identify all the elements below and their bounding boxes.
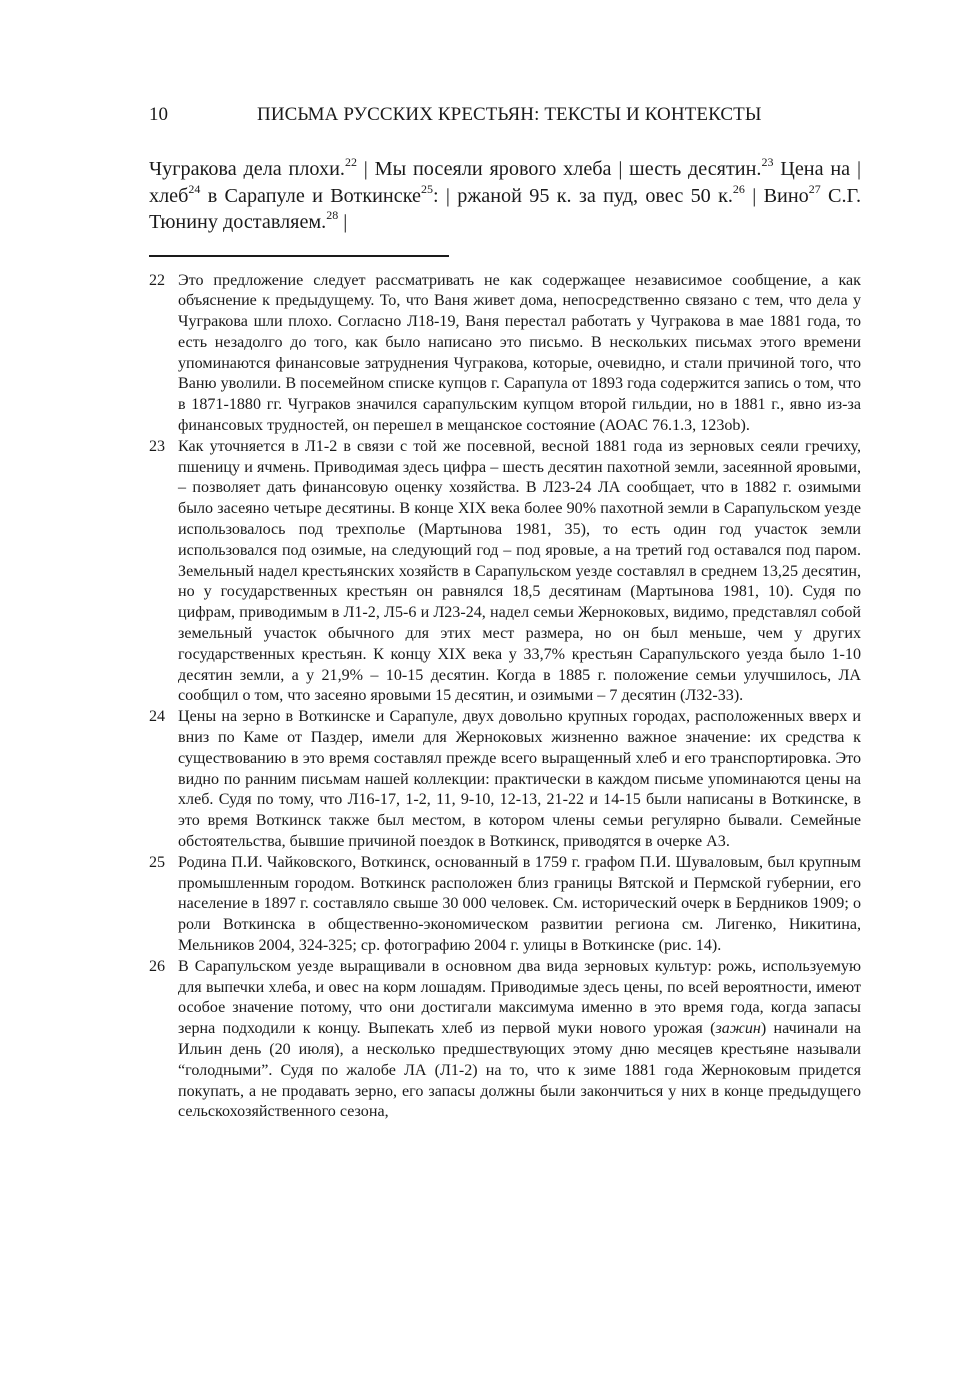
footnote-ref-24[interactable]: 24 <box>188 181 201 196</box>
footnote-separator <box>149 255 449 257</box>
footnote-text: Как уточняется в Л1-2 в связи с той же посевной, весной 1881 года из зерновых сеяли гречиху, пшеницу и ячмень. Приводимая здесь цифра – шесть десятин пахотной земли, засеянной яровыми, – позволяет дать финансовую оценку хозяйства. В Л23-24 ЛА сообщает, что в 1882 г. озимыми было засеяно четыре десятины. В конце XIX века более 90% пахотной земли в Сарапульском уезде использовалось под трехполье (Мартынова 1981, 35), то есть один год участок земли использовался под озимые, на следующий год – под яровые, а на третий год оставался под паром. Земельный надел крестьянских хозяйств в Сарапульском уезде составлял в среднем 13,25 десятин, но у государственных крестьян он равнялся 18,5 десятинам (Мартынова 1981, 10). Судя по цифрам, приводимым в Л1-2, Л5-6 и Л23-24, надел семьи Жерноковых, видимо, представлял собой земельный участок обычного для этих мест размера, но он был меньше, чем у других государственных крестьян. К концу XIX века у 33,7% крестьян Сарапульского уезда было 1-10 десятин земли, а у 21,9% – 10-15 десятин. Когда в 1885 г. положение семьи улучшилось, ЛА сообщил о том, что засеяно яровыми 15 десятин, и озимыми – 7 десятин (Л32-33). <box>178 437 861 705</box>
text-run: Цена на | хлеб <box>149 158 862 207</box>
footnote-24 <box>149 707 861 853</box>
running-head <box>149 103 861 127</box>
footnote-ref-22[interactable]: 22 <box>344 155 357 170</box>
text-run: В Сарапульском уезде выращивали в основном два вида зерновых культур: рожь, используемую для выпечки хлеба, и овес на корм лошадям. Приводимые здесь цены, по всей вероятности, имеют особое значение потому, что они достигали максимума именно в это время года, когда запасы зерна подходили к концу. Выпекать хлеб из первой муки нового урожая ( <box>178 957 861 1038</box>
footnote-ref-25[interactable]: 25 <box>420 181 433 196</box>
footnote-26 <box>149 957 861 1123</box>
text-run: | Вино <box>744 184 809 207</box>
footnote-ref-23[interactable]: 23 <box>761 155 774 170</box>
footnote-text <box>178 957 861 1123</box>
footnote-number: 26 <box>149 957 166 975</box>
text-run: в Сарапуле и Воткинске <box>200 184 421 207</box>
footnote-25 <box>149 853 861 957</box>
footnote-22 <box>149 271 861 437</box>
text-run: С.Г. Тюнину доставляем. <box>149 184 861 233</box>
footnote-text: Цены на зерно в Воткинске и Сарапуле, двух довольно крупных городах, расположенных вверх и вниз по Каме от Паздер, имели для Жерноковых жизненно важное значение: их средства к существованию в это время составлял прежде всего выращенный хлеб и его транспортировка. Это видно по ранним письмам нашей коллекции: практически в каждом письме упоминаются цены на хлеб. Судя по тому, что Л16-17, 1-2, 11, 9-10, 12-13, 21-22 и 14-15 были написаны в Воткинске, в это время Воткинск также был местом, в котором члены семьи регулярно бывали. Семейные обстоятельства, бывшие причиной поездок в Воткинск, приводятся в очерке А3. <box>178 708 861 851</box>
footnote-23 <box>149 437 861 707</box>
footnote-ref-28[interactable]: 28 <box>326 208 339 223</box>
main-text <box>149 156 861 236</box>
footnotes <box>149 271 861 1124</box>
footnote-text: Родина П.И. Чайковского, Воткинск, основанный в 1759 г. графом П.И. Шуваловым, был крупным промышленным городом. Воткинск расположен близ границы Вятской и Пермской губернии, его население в 1897 г. составляло свыше 30 000 человек. См. исторический очерк в Бердников 1909; о роли Воткинска в общественно-экономическом развитии региона см. Лигенко, Никитина, Мельников 2004, 324-325; ср. фотографию 2004 г. улицы в Воткинске (рис. 14). <box>178 853 861 954</box>
footnote-ref-26[interactable]: 26 <box>732 181 745 196</box>
page <box>149 103 861 1123</box>
emphasized-term: зажин <box>715 1020 761 1038</box>
text-run: ) начинали на Ильин день (20 июля), а несколько предшествующих этому дню месяцев крестьяне называли “голодными”. Судя по жалобе ЛА (Л1-2) на то, что к зиме 1881 года Жерноковым придется покупать, а не продавать зерно, его запасы должны были закончиться у них в конце предыдущего сельскохозяйственного сезона, <box>178 1020 861 1121</box>
footnote-number: 22 <box>149 271 166 289</box>
text-run: | <box>338 211 348 233</box>
footnote-number: 24 <box>149 708 166 726</box>
footnote-ref-27[interactable]: 27 <box>808 181 821 196</box>
text-run: : | ржаной 95 к. за пуд, овес 50 к. <box>432 184 733 207</box>
text-run: | Мы посеяли ярового хлеба | шесть десятин. <box>356 158 762 180</box>
footnote-text: Это предложение следует рассматривать не как содержащее независимое сообщение, а как объяснение к предыдущему. То, что Ваня живет дома, непосредственно связано с тем, что дела у Чугракова шли плохо. Согласно Л18-19, Ваня перестал работать у Чугракова в мае 1881 года, то есть незадолго до того, как было написано это письмо. В нескольких письмах этого времени упоминаются финансовые затруднения Чугракова, которые, очевидно, и стали причиной того, что Ваню уволили. В посемейном списке купцов г. Сарапула от 1893 года содержится запись о том, что в 1871-1880 гг. Чуграков значился сарапульским купцом второй гильдии, но в 1881 г., явно из-за финансовых трудностей, он перешел в мещанское состояние (АОАС 76.1.3, 123ob). <box>178 271 861 435</box>
page-number: 10 <box>149 104 168 125</box>
footnote-number: 23 <box>149 437 166 455</box>
footnote-number: 25 <box>149 853 166 871</box>
text-run: Чугракова дела плохи. <box>149 158 345 180</box>
running-title: ПИСЬМА РУССКИХ КРЕСТЬЯН: ТЕКСТЫ И КОНТЕКСТЫ <box>257 104 762 125</box>
